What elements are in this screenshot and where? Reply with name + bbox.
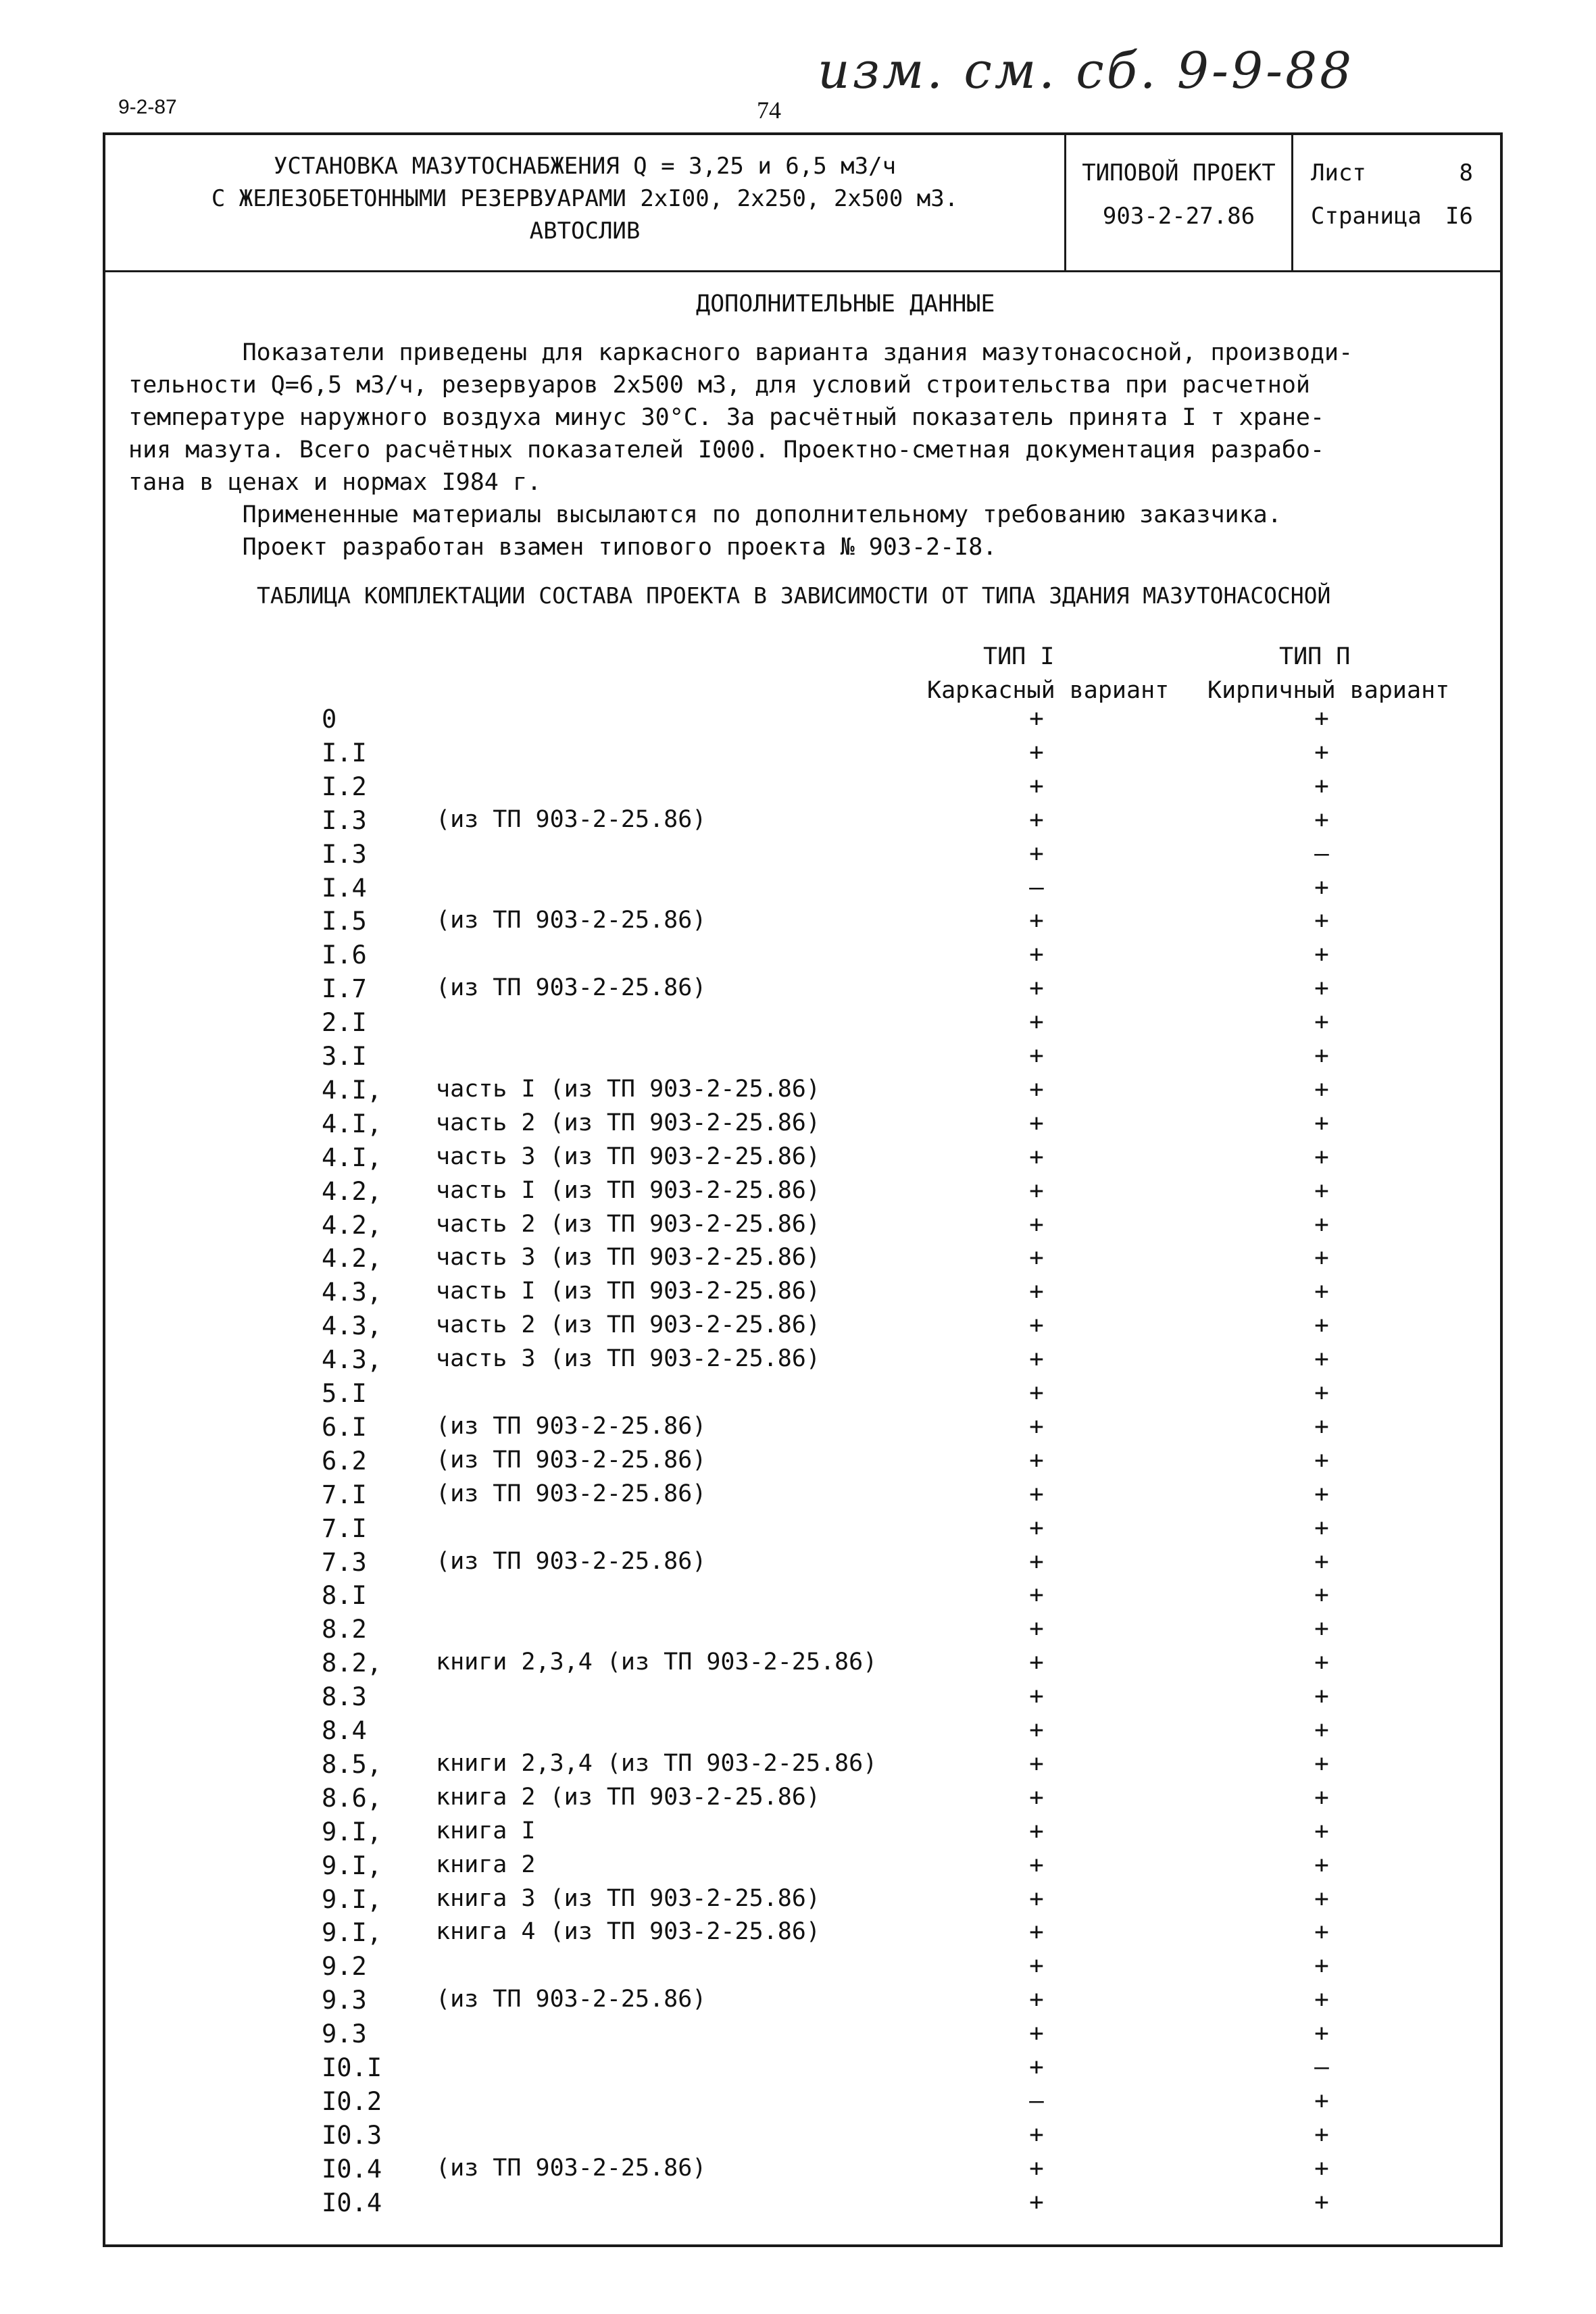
row-number: 4.I, bbox=[322, 1075, 382, 1105]
row-note: (из ТП 903-2-25.86) bbox=[436, 1986, 707, 2013]
row-number: I0.4 bbox=[322, 2154, 382, 2184]
title-block-name bbox=[105, 135, 1066, 270]
type2-mark: + bbox=[1314, 1480, 1329, 1508]
paragraph-line: тельности Q=6,5 м3/ч, резервуаров 2х500 м3, для условий строительства при расчетной bbox=[128, 372, 1310, 399]
page-label: Страница bbox=[1311, 203, 1422, 230]
row-number: 4.3, bbox=[322, 1311, 382, 1341]
row-number: I.4 bbox=[322, 873, 367, 903]
type2-mark: + bbox=[1314, 1446, 1329, 1474]
type2-mark: + bbox=[1314, 1547, 1329, 1576]
type2-mark: + bbox=[1314, 974, 1329, 1003]
row-number: 4.I, bbox=[322, 1109, 382, 1138]
type1-mark: – bbox=[1029, 2086, 1044, 2115]
type1-mark: + bbox=[1029, 1311, 1044, 1340]
type1-mark: + bbox=[1029, 1142, 1044, 1171]
row-number: 6.2 bbox=[322, 1446, 367, 1476]
type1-mark: + bbox=[1029, 940, 1044, 969]
type1-mark: + bbox=[1029, 705, 1044, 732]
row-number: 8.6, bbox=[322, 1783, 382, 1813]
row-number: 7.I bbox=[322, 1513, 367, 1543]
type1-mark: + bbox=[1029, 1649, 1044, 1677]
row-number: I.3 bbox=[322, 839, 367, 869]
type2-mark: – bbox=[1314, 2053, 1329, 2081]
row-note: (из ТП 903-2-25.86) bbox=[436, 974, 707, 1002]
type2-mark: + bbox=[1314, 940, 1329, 969]
row-number: 2.I bbox=[322, 1008, 367, 1038]
title-block-project bbox=[1066, 135, 1293, 270]
type1-mark: + bbox=[1029, 2053, 1044, 2081]
title-line: С ЖЕЛЕЗОБЕТОННЫМИ РЕЗЕРВУАРАМИ 2хI00, 2х250, 2х500 м3. bbox=[211, 185, 959, 212]
paragraph-line: Показатели приведены для каркасного варианта здания мазутонасосной, производи- bbox=[128, 339, 1353, 366]
type2-mark: + bbox=[1314, 2019, 1329, 2048]
type2-mark: + bbox=[1314, 1749, 1329, 1778]
row-number: I.7 bbox=[322, 974, 367, 1004]
type2-mark: + bbox=[1314, 1581, 1329, 1609]
row-number: 8.2 bbox=[322, 1615, 367, 1644]
row-number: I.2 bbox=[322, 772, 367, 801]
type2-mark: + bbox=[1314, 1682, 1329, 1711]
type2-mark: + bbox=[1314, 1244, 1329, 1272]
paragraph-line: ния мазута. Всего расчётных показателей I000. Проектно-сметная документация разрабо- bbox=[128, 436, 1325, 463]
type2-mark: + bbox=[1314, 1851, 1329, 1879]
type1-mark: + bbox=[1029, 1547, 1044, 1576]
row-number: 8.5, bbox=[322, 1749, 382, 1779]
type1-mark: + bbox=[1029, 1176, 1044, 1205]
row-number: I0.I bbox=[322, 2053, 382, 2082]
type1-mark: + bbox=[1029, 1513, 1044, 1542]
row-note: часть 3 (из ТП 903-2-25.86) bbox=[436, 1345, 820, 1373]
title-block bbox=[105, 135, 1500, 272]
type1-mark: + bbox=[1029, 1109, 1044, 1137]
type2-mark: + bbox=[1314, 1210, 1329, 1238]
type1-mark: + bbox=[1029, 805, 1044, 834]
row-note: книга I bbox=[436, 1817, 536, 1844]
type2-mark: – bbox=[1314, 839, 1329, 867]
row-note: часть 2 (из ТП 903-2-25.86) bbox=[436, 1109, 820, 1136]
section-title: ДОПОЛНИТЕЛЬНЫЕ ДАННЫЕ bbox=[696, 291, 995, 318]
row-note: (из ТП 903-2-25.86) bbox=[436, 805, 707, 833]
row-number: 4.I, bbox=[322, 1142, 382, 1172]
type1-mark: + bbox=[1029, 1884, 1044, 1913]
type2-mark: + bbox=[1314, 1783, 1329, 1811]
paragraph-line: Проект разработан взамен типового проекта № 903-2-I8. bbox=[128, 534, 997, 561]
row-number: 6.I bbox=[322, 1412, 367, 1442]
type1-mark: + bbox=[1029, 1008, 1044, 1036]
type1-mark: + bbox=[1029, 1918, 1044, 1946]
col2-type: ТИП П bbox=[1279, 643, 1351, 670]
col2-variant: Кирпичный вариант bbox=[1207, 677, 1450, 704]
type2-mark: + bbox=[1314, 1345, 1329, 1374]
type1-mark: + bbox=[1029, 1042, 1044, 1070]
paragraph-line: тана в ценах и нормах I984 г. bbox=[128, 469, 542, 496]
type1-mark: + bbox=[1029, 2188, 1044, 2216]
row-number: 4.2, bbox=[322, 1176, 382, 1206]
row-number: 4.2, bbox=[322, 1210, 382, 1240]
type1-mark: + bbox=[1029, 1986, 1044, 2014]
document-code: 9-2-87 bbox=[118, 96, 177, 118]
type2-mark: + bbox=[1314, 1075, 1329, 1103]
type1-mark: + bbox=[1029, 1412, 1044, 1440]
type2-mark: + bbox=[1314, 2120, 1329, 2148]
row-number: 8.4 bbox=[322, 1716, 367, 1745]
page-value: I6 bbox=[1445, 203, 1473, 230]
row-number: 4.2, bbox=[322, 1244, 382, 1274]
type1-mark: + bbox=[1029, 2019, 1044, 2048]
type1-mark: + bbox=[1029, 1581, 1044, 1609]
type2-mark: + bbox=[1314, 2154, 1329, 2182]
row-note: (из ТП 903-2-25.86) bbox=[436, 907, 707, 934]
row-number: 7.3 bbox=[322, 1547, 367, 1577]
type1-mark: + bbox=[1029, 1682, 1044, 1711]
type2-mark: + bbox=[1314, 1176, 1329, 1205]
row-number: 9.3 bbox=[322, 1986, 367, 2015]
type1-mark: + bbox=[1029, 907, 1044, 935]
handwritten-note: изм. см. сб. 9-9-88 bbox=[818, 42, 1355, 100]
type2-mark: + bbox=[1314, 1986, 1329, 2014]
row-note: книга 2 bbox=[436, 1851, 536, 1878]
type1-mark: + bbox=[1029, 1783, 1044, 1811]
row-number: 0 bbox=[322, 705, 337, 734]
type2-mark: + bbox=[1314, 1716, 1329, 1744]
row-number: 8.I bbox=[322, 1581, 367, 1611]
col1-variant: Каркасный вариант bbox=[927, 677, 1170, 704]
type1-mark: + bbox=[1029, 738, 1044, 766]
sheet-label: Лист bbox=[1311, 159, 1366, 186]
type2-mark: + bbox=[1314, 805, 1329, 834]
row-number: 7.I bbox=[322, 1480, 367, 1509]
row-number: 8.3 bbox=[322, 1682, 367, 1712]
row-note: часть I (из ТП 903-2-25.86) bbox=[436, 1176, 820, 1204]
project-code: 903-2-27.86 bbox=[1102, 203, 1255, 230]
type2-mark: + bbox=[1314, 1615, 1329, 1643]
row-number: I.6 bbox=[322, 940, 367, 970]
title-line: АВТОСЛИВ bbox=[529, 218, 641, 245]
type2-mark: + bbox=[1314, 1884, 1329, 1913]
type1-mark: + bbox=[1029, 1716, 1044, 1744]
row-number: 9.I, bbox=[322, 1918, 382, 1948]
row-note: часть 3 (из ТП 903-2-25.86) bbox=[436, 1142, 820, 1170]
row-note: (из ТП 903-2-25.86) bbox=[436, 1547, 707, 1575]
row-number: I0.2 bbox=[322, 2086, 382, 2116]
row-number: I.5 bbox=[322, 907, 367, 936]
row-number: 9.3 bbox=[322, 2019, 367, 2049]
type1-mark: + bbox=[1029, 839, 1044, 867]
type2-mark: + bbox=[1314, 1918, 1329, 1946]
type2-mark: + bbox=[1314, 772, 1329, 800]
type2-mark: + bbox=[1314, 1649, 1329, 1677]
type1-mark: + bbox=[1029, 974, 1044, 1003]
row-number: 4.3, bbox=[322, 1278, 382, 1307]
paragraph-line: температуре наружного воздуха минус 30°С. За расчётный показатель принята I т хране- bbox=[128, 404, 1325, 431]
type2-mark: + bbox=[1314, 1379, 1329, 1407]
sheet-value: 8 bbox=[1459, 159, 1473, 186]
type1-mark: – bbox=[1029, 873, 1044, 901]
type2-mark: + bbox=[1314, 1042, 1329, 1070]
type2-mark: + bbox=[1314, 1817, 1329, 1845]
type1-mark: + bbox=[1029, 2120, 1044, 2148]
sheet-row bbox=[1311, 151, 1500, 195]
row-note: (из ТП 903-2-25.86) bbox=[436, 2154, 707, 2182]
col1-type: ТИП I bbox=[983, 643, 1055, 670]
title-block-sheet bbox=[1293, 135, 1500, 270]
row-note: книги 2,3,4 (из ТП 903-2-25.86) bbox=[436, 1649, 878, 1676]
page-number: 74 bbox=[757, 97, 781, 124]
type2-mark: + bbox=[1314, 1278, 1329, 1306]
row-number: 9.I, bbox=[322, 1884, 382, 1914]
type1-mark: + bbox=[1029, 1446, 1044, 1474]
type1-mark: + bbox=[1029, 1615, 1044, 1643]
table-title: ТАБЛИЦА КОМПЛЕКТАЦИИ СОСТАВА ПРОЕКТА В ЗАВИСИМОСТИ ОТ ТИПА ЗДАНИЯ МАЗУТОНАСОСНОЙ bbox=[257, 582, 1331, 609]
type1-mark: + bbox=[1029, 1480, 1044, 1508]
type1-mark: + bbox=[1029, 1278, 1044, 1306]
type1-mark: + bbox=[1029, 1075, 1044, 1103]
type1-mark: + bbox=[1029, 1244, 1044, 1272]
row-number: 9.2 bbox=[322, 1952, 367, 1982]
row-note: часть I (из ТП 903-2-25.86) bbox=[436, 1075, 820, 1103]
title-line: УСТАНОВКА МАЗУТОСНАБЖЕНИЯ Q = 3,25 и 6,5 м3/ч bbox=[273, 153, 897, 180]
type2-mark: + bbox=[1314, 738, 1329, 766]
type2-mark: + bbox=[1314, 1109, 1329, 1137]
row-note: книги 2,3,4 (из ТП 903-2-25.86) bbox=[436, 1749, 878, 1777]
row-note: часть 2 (из ТП 903-2-25.86) bbox=[436, 1311, 820, 1339]
paragraph-line: Примененные материалы высылаются по дополнительному требованию заказчика. bbox=[128, 501, 1282, 528]
type2-mark: + bbox=[1314, 873, 1329, 901]
type2-mark: + bbox=[1314, 1142, 1329, 1171]
row-note: (из ТП 903-2-25.86) bbox=[436, 1480, 707, 1507]
type1-mark: + bbox=[1029, 2154, 1044, 2182]
type1-mark: + bbox=[1029, 1952, 1044, 1980]
type1-mark: + bbox=[1029, 1210, 1044, 1238]
type1-mark: + bbox=[1029, 1817, 1044, 1845]
type2-mark: + bbox=[1314, 2188, 1329, 2216]
row-note: книга 2 (из ТП 903-2-25.86) bbox=[436, 1783, 820, 1811]
row-note: (из ТП 903-2-25.86) bbox=[436, 1412, 707, 1440]
type1-mark: + bbox=[1029, 1345, 1044, 1374]
page-row bbox=[1311, 195, 1500, 238]
type2-mark: + bbox=[1314, 1952, 1329, 1980]
type2-mark: + bbox=[1314, 1008, 1329, 1036]
type2-mark: + bbox=[1314, 907, 1329, 935]
type1-mark: + bbox=[1029, 1749, 1044, 1778]
row-number: I0.3 bbox=[322, 2120, 382, 2150]
row-note: часть I (из ТП 903-2-25.86) bbox=[436, 1278, 820, 1305]
row-note: (из ТП 903-2-25.86) bbox=[436, 1446, 707, 1474]
row-number: 9.I, bbox=[322, 1817, 382, 1846]
type2-mark: + bbox=[1314, 1412, 1329, 1440]
row-note: часть 2 (из ТП 903-2-25.86) bbox=[436, 1210, 820, 1238]
row-number: 9.I, bbox=[322, 1851, 382, 1880]
type1-mark: + bbox=[1029, 1851, 1044, 1879]
type1-mark: + bbox=[1029, 1379, 1044, 1407]
row-number: 4.3, bbox=[322, 1345, 382, 1375]
row-number: 8.2, bbox=[322, 1649, 382, 1678]
project-label: ТИПОВОЙ ПРОЕКТ bbox=[1082, 159, 1276, 186]
row-number: 5.I bbox=[322, 1379, 367, 1408]
type2-mark: + bbox=[1314, 2086, 1329, 2115]
row-number: I0.4 bbox=[322, 2188, 382, 2217]
row-note: часть 3 (из ТП 903-2-25.86) bbox=[436, 1244, 820, 1272]
row-note: книга 3 (из ТП 903-2-25.86) bbox=[436, 1884, 820, 1912]
type2-mark: + bbox=[1314, 1311, 1329, 1340]
type2-mark: + bbox=[1314, 1513, 1329, 1542]
row-number: I.I bbox=[322, 738, 367, 768]
row-note: книга 4 (из ТП 903-2-25.86) bbox=[436, 1918, 820, 1946]
type2-mark: + bbox=[1314, 705, 1329, 732]
type1-mark: + bbox=[1029, 772, 1044, 800]
row-number: I.3 bbox=[322, 805, 367, 835]
row-number: 3.I bbox=[322, 1042, 367, 1071]
